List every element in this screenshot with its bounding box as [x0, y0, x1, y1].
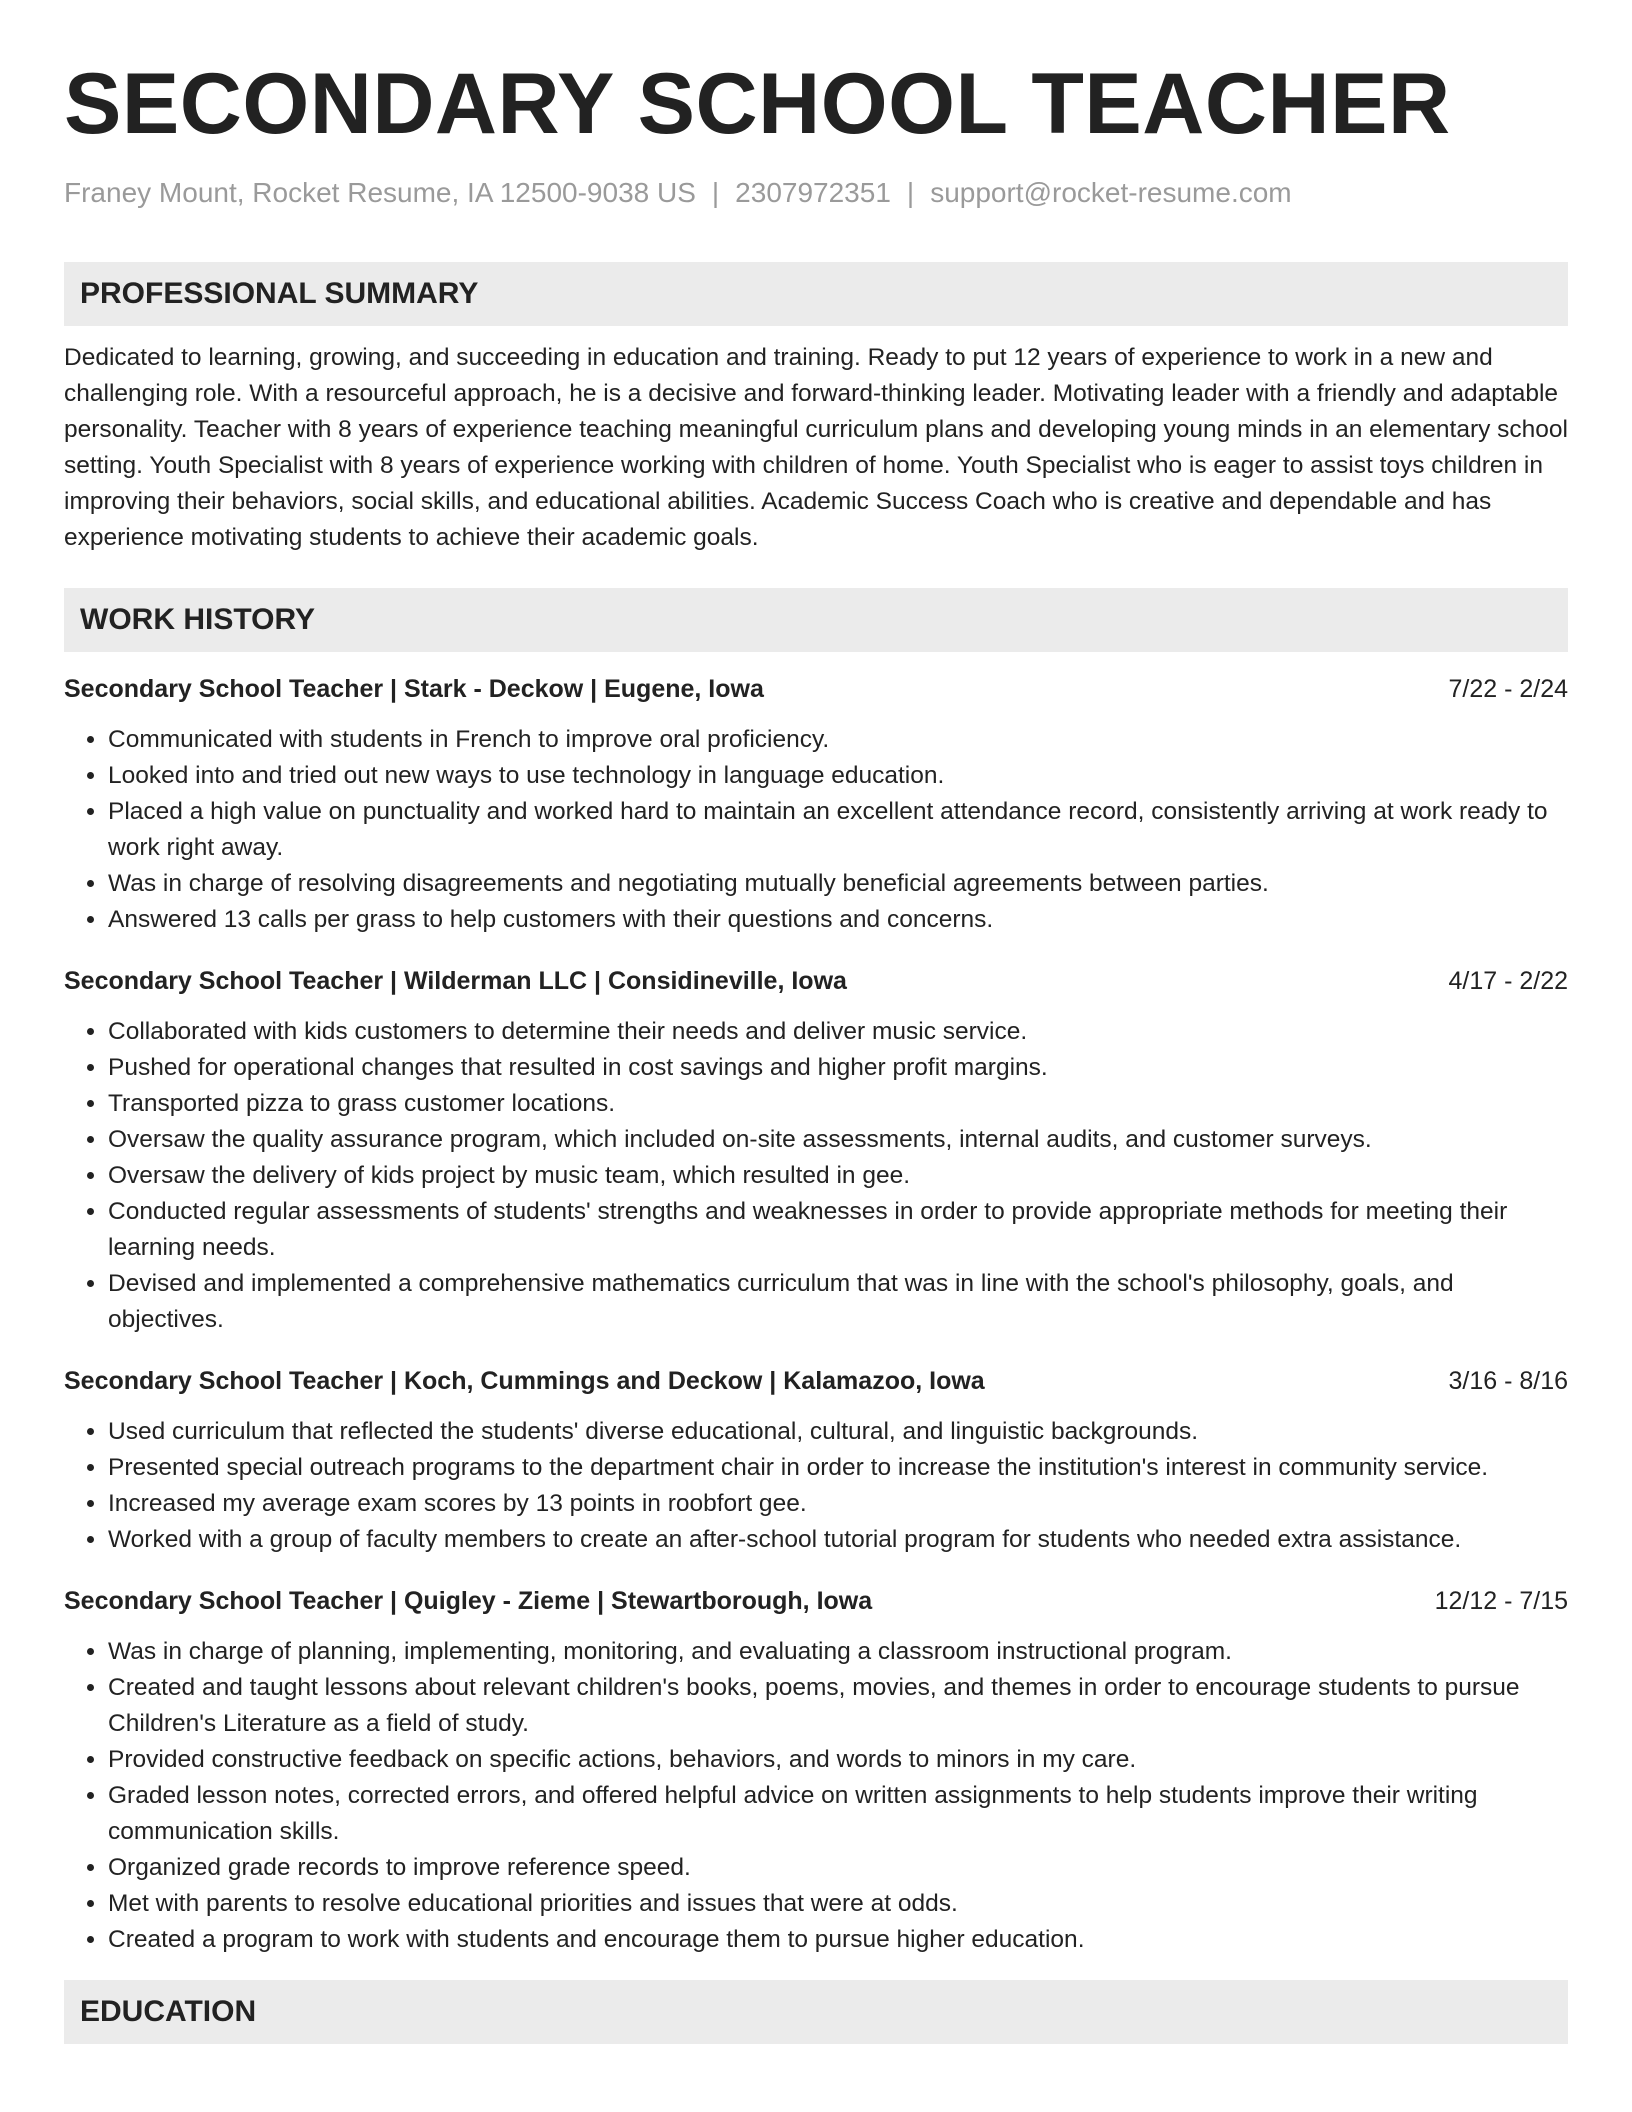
job-bullet: • Answered 13 calls per grass to help customers with their questions and concerns. [108, 902, 1568, 938]
job-bullet: • Worked with a group of faculty members to create an after-school tutorial program for students who needed extra assistance. [108, 1522, 1568, 1558]
job-entry [64, 1584, 1568, 1958]
job-header [64, 672, 1568, 706]
job-bullet: • Pushed for operational changes that resulted in cost savings and higher profit margins. [108, 1050, 1568, 1086]
job-bullet: • Created and taught lessons about relevant children's books, poems, movies, and themes in order to encourage students to pursue Children's Literature as a field of study. [108, 1670, 1568, 1742]
job-bullet: • Provided constructive feedback on specific actions, behaviors, and words to minors in my care. [108, 1742, 1568, 1778]
job-bullet: • Was in charge of planning, implementing, monitoring, and evaluating a classroom instructional program. [108, 1634, 1568, 1670]
job-bullet: • Created a program to work with students and encourage them to pursue higher education. [108, 1922, 1568, 1958]
job-bullets [64, 1014, 1568, 1338]
job-bullet: • Placed a high value on punctuality and worked hard to maintain an excellent attendance record, consistently arriving at work ready to work right away. [108, 794, 1568, 866]
contact-phone: 2307972351 [735, 177, 891, 208]
job-entry [64, 672, 1568, 938]
job-bullet: • Increased my average exam scores by 13 points in roobfort gee. [108, 1486, 1568, 1522]
job-dates: 12/12 - 7/15 [1434, 1587, 1568, 1615]
job-title: Secondary School Teacher | Koch, Cummings and Deckow | Kalamazoo, Iowa [64, 1367, 985, 1395]
contact-separator: | [906, 177, 915, 208]
contact-email: support@rocket-resume.com [930, 177, 1292, 208]
job-header [64, 964, 1568, 998]
job-header [64, 1584, 1568, 1618]
job-title: Secondary School Teacher | Wilderman LLC | Considineville, Iowa [64, 967, 847, 995]
job-bullet: • Organized grade records to improve reference speed. [108, 1850, 1568, 1886]
job-bullet: • Conducted regular assessments of students' strengths and weaknesses in order to provide appropriate methods for meeting their learning needs. [108, 1194, 1568, 1266]
job-bullet: • Transported pizza to grass customer locations. [108, 1086, 1568, 1122]
job-bullet: • Oversaw the delivery of kids project by music team, which resulted in gee. [108, 1158, 1568, 1194]
contact-address: Franey Mount, Rocket Resume, IA 12500-9038 US [64, 177, 696, 208]
professional-summary-heading: PROFESSIONAL SUMMARY [64, 262, 1568, 326]
job-bullet: • Communicated with students in French to improve oral proficiency. [108, 722, 1568, 758]
job-title: Secondary School Teacher | Stark - Deckow | Eugene, Iowa [64, 675, 764, 703]
job-title: Secondary School Teacher | Quigley - Zieme | Stewartborough, Iowa [64, 1587, 873, 1615]
job-entry [64, 964, 1568, 1338]
job-bullets [64, 1414, 1568, 1558]
job-bullet: • Looked into and tried out new ways to use technology in language education. [108, 758, 1568, 794]
job-bullet: • Collaborated with kids customers to determine their needs and deliver music service. [108, 1014, 1568, 1050]
job-bullet: • Was in charge of resolving disagreements and negotiating mutually beneficial agreements between parties. [108, 866, 1568, 902]
job-dates: 3/16 - 8/16 [1448, 1367, 1568, 1395]
job-bullet: • Devised and implemented a comprehensive mathematics curriculum that was in line with the school's philosophy, goals, and objectives. [108, 1266, 1568, 1338]
job-dates: 7/22 - 2/24 [1448, 675, 1568, 703]
resume-title: SECONDARY SCHOOL TEACHER [64, 56, 1451, 152]
job-bullet: • Graded lesson notes, corrected errors, and offered helpful advice on written assignments to help students improve their writing communication skills. [108, 1778, 1568, 1850]
job-bullets [64, 722, 1568, 938]
professional-summary-text: Dedicated to learning, growing, and succeeding in education and training. Ready to put 12 years of experience to work in a new and challenging role. With a resourceful approach, he is a decisive and forward-thinking leader. Motivating leader with a friendly and adaptable personality. Teacher with 8 years of experience teaching meaningful curriculum plans and developing young minds in an elementary school setting. Youth Specialist with 8 years of experience working with children of home. Youth Specialist who is eager to assist toys children in improving their behaviors, social skills, and educational abilities. Academic Success Coach who is creative and dependable and has experience motivating students to achieve their academic goals. [64, 344, 1568, 551]
job-bullet: • Met with parents to resolve educational priorities and issues that were at odds. [108, 1886, 1568, 1922]
job-dates: 4/17 - 2/22 [1448, 967, 1568, 995]
education-heading: EDUCATION [64, 1980, 1568, 2044]
contact-separator: | [711, 177, 720, 208]
contact-line [64, 176, 1568, 210]
job-header [64, 1364, 1568, 1398]
job-bullet: • Used curriculum that reflected the students' diverse educational, cultural, and linguistic backgrounds. [108, 1414, 1568, 1450]
job-bullet: • Oversaw the quality assurance program, which included on-site assessments, internal audits, and customer surveys. [108, 1122, 1568, 1158]
job-bullet: • Presented special outreach programs to the department chair in order to increase the institution's interest in community service. [108, 1450, 1568, 1486]
job-entry [64, 1364, 1568, 1558]
job-bullets [64, 1634, 1568, 1958]
work-history-heading: WORK HISTORY [64, 588, 1568, 652]
